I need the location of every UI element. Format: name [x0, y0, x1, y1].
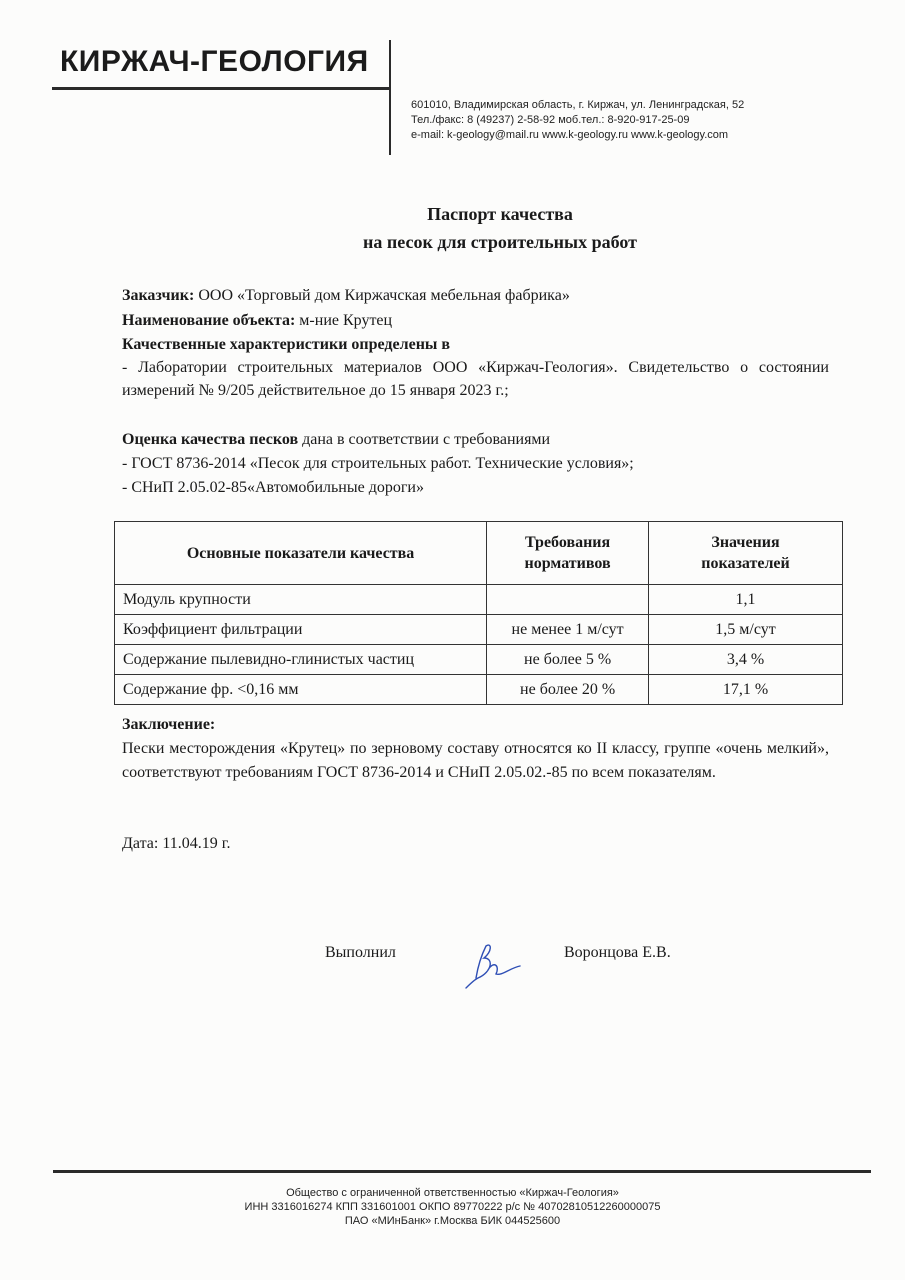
title-line-1: Паспорт качества — [427, 204, 573, 224]
footer-bank: ПАО «МИнБанк» г.Москва БИК 044525600 — [344, 1215, 561, 1227]
assessment-label: Оценка качества песков — [122, 431, 299, 448]
contact-info — [411, 98, 744, 143]
table-row — [115, 675, 843, 705]
document-title — [0, 200, 905, 256]
company-requisites — [0, 1186, 905, 1228]
handwritten-signature — [458, 938, 528, 992]
table-cell: 17,1 % — [649, 675, 843, 705]
table-cell: Содержание пылевидно-глинистых частиц — [115, 645, 487, 675]
object-value: м-ние Крутец — [295, 312, 393, 329]
email-web: e-mail: k-geology@mail.ru www.k-geology.ru www.k-geology.com — [411, 129, 729, 141]
footer-company-name: Общество с ограниченной ответственностью «Киржач-Геология» — [286, 1187, 619, 1199]
object-label: Наименование объекта: — [122, 312, 296, 329]
customer-label: Заказчик: — [122, 287, 195, 304]
table-header-cell: Требования нормативов — [487, 522, 649, 585]
address: 601010, Владимирская область, г. Киржач, ул. Ленинградская, 52 — [411, 99, 745, 111]
table-row — [115, 585, 843, 615]
table-cell: 3,4 % — [649, 645, 843, 675]
header-divider — [52, 87, 390, 90]
performer-name: Воронцова Е.В. — [564, 944, 671, 961]
header-vertical-divider — [389, 40, 391, 155]
customer-line — [122, 284, 829, 307]
conclusion-heading: Заключение: — [122, 716, 216, 733]
title-line-2: на песок для строительных работ — [363, 232, 637, 252]
table-header-cell: Основные показатели качества — [115, 522, 487, 585]
standard-snip: - СНиП 2.05.02-85«Автомобильные дороги» — [122, 479, 424, 496]
conclusion-text: Пески месторождения «Крутец» по зерновому составу относятся ко II классу, группе «очень мелкий», соответствуют требованиям ГОСТ 8736-2014 и СНиП 2.05.02.-85 по всем показателям. — [122, 740, 829, 781]
table-cell: не менее 1 м/сут — [487, 615, 649, 645]
footer-divider — [53, 1170, 871, 1173]
standard-gost: - ГОСТ 8736-2014 «Песок для строительных работ. Технические условия»; — [122, 455, 634, 472]
table-cell: 1,1 — [649, 585, 843, 615]
assessment-line — [122, 428, 829, 451]
table-cell: Модуль крупности — [115, 585, 487, 615]
performed-by-label: Выполнил — [325, 944, 396, 961]
table-cell: не более 5 % — [487, 645, 649, 675]
table-header-cell: Значения показателей — [649, 522, 843, 585]
assessment-text: дана в соответствии с требованиями — [298, 431, 551, 448]
object-line — [122, 309, 829, 332]
company-logo: КИРЖАЧ-ГЕОЛОГИЯ — [60, 45, 369, 78]
phone: Тел./факс: 8 (49237) 2-58-92 моб.тел.: 8-920-917-25-09 — [411, 114, 690, 126]
table-cell — [487, 585, 649, 615]
table-cell: 1,5 м/сут — [649, 615, 843, 645]
table-row — [115, 645, 843, 675]
quality-table — [114, 521, 843, 705]
table-cell: Содержание фр. <0,16 мм — [115, 675, 487, 705]
footer-tax-ids: ИНН 3316016274 КПП 331601001 ОКПО 89770222 р/с № 40702810512260000075 — [244, 1201, 661, 1213]
table-cell: не более 20 % — [487, 675, 649, 705]
lab-certificate-text: - Лаборатории строительных материалов ООО «Киржач-Геология». Свидетельство о состоянии измерений № 9/205 действительное до 15 января 2023 г.; — [122, 359, 829, 399]
document-date: Дата: 11.04.19 г. — [122, 835, 231, 852]
table-row — [115, 615, 843, 645]
quality-determined-heading: Качественные характеристики определены в — [122, 336, 451, 353]
customer-value: ООО «Торговый дом Киржачская мебельная фабрика» — [194, 287, 570, 304]
table-cell: Коэффициент фильтрации — [115, 615, 487, 645]
table-header-row — [115, 522, 843, 585]
